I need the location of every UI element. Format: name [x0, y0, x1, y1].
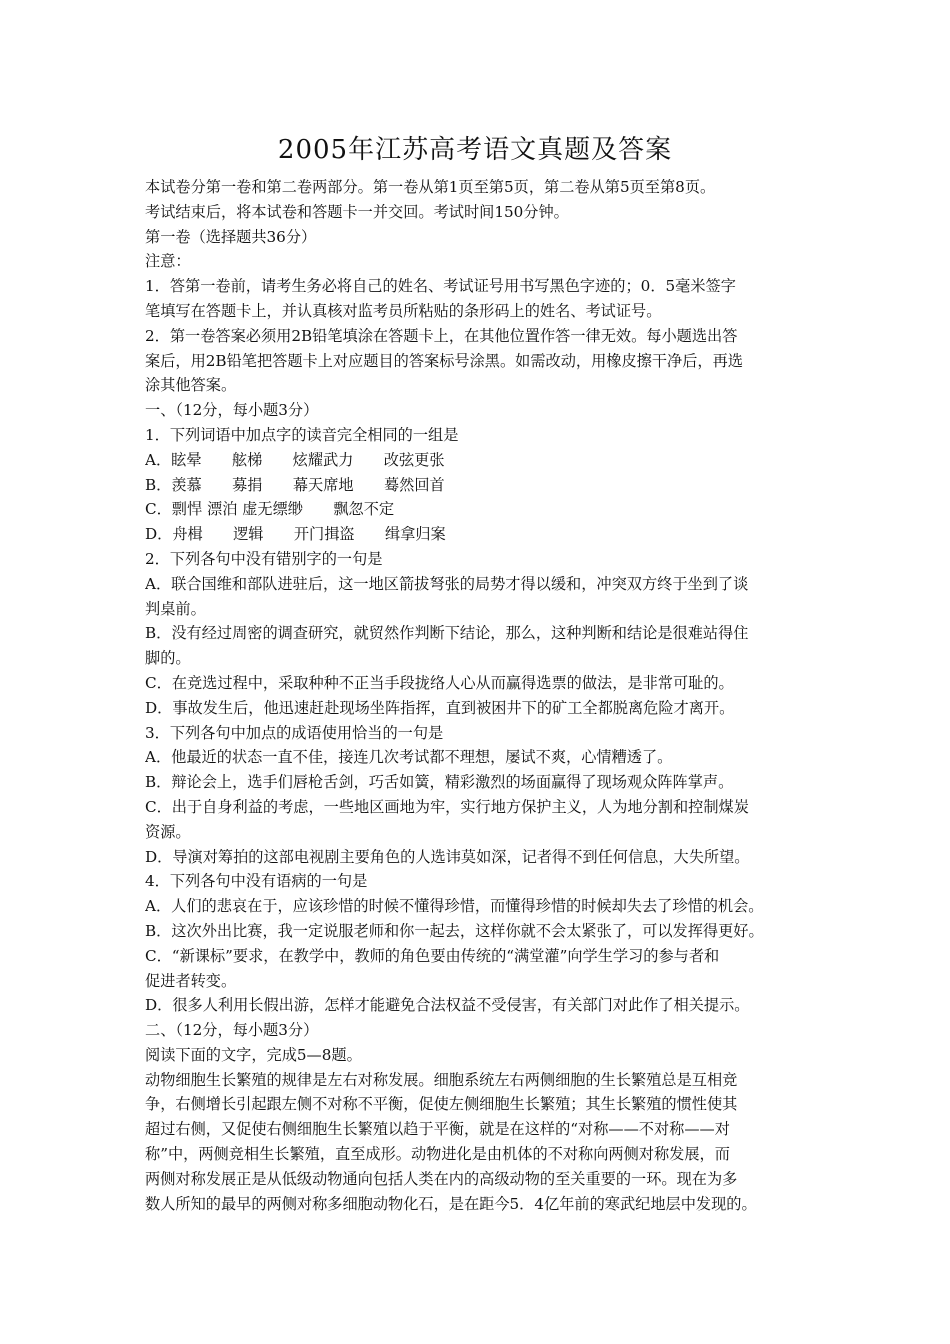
answer-option: A．联合国维和部队进驻后，这一地区箭拔弩张的局势才得以缓和，冲突双方终于坐到了谈: [145, 574, 749, 593]
passage-line: 数人所知的最早的两侧对称多细胞动物化石，是在距今5．4亿年前的寒武纪地层中发现的。: [145, 1194, 757, 1213]
page-title: 2005年江苏高考语文真题及答案: [277, 135, 673, 165]
answer-option: B．羡慕 募捐 幕天席地 蓦然回首: [145, 475, 445, 494]
question-stem: 4．下列各句中没有语病的一句是: [145, 872, 368, 891]
text-line: 资源。: [145, 822, 191, 841]
answer-option: D．导演对筹拍的这部电视剧主要角色的人选讳莫如深，记者得不到任何信息，大失所望。: [145, 847, 750, 866]
question-stem: 1．下列词语中加点字的读音完全相同的一组是: [145, 425, 459, 444]
section-heading: 一、（12分，每小题3分）: [145, 401, 319, 420]
section-heading: 二、（12分，每小题3分）: [145, 1021, 319, 1040]
answer-option: B．没有经过周密的调查研究，就贸然作判断下结论，那么，这种判断和结论是很难站得住: [145, 624, 749, 643]
text-line: 考试结束后，将本试卷和答题卡一并交回。考试时间150分钟。: [145, 202, 569, 221]
answer-option: A．眩晕 舷梯 炫耀武力 改弦更张: [145, 450, 445, 469]
text-line: 2．第一卷答案必须用2B铅笔填涂在答题卡上，在其他位置作答一律无效。每小题选出答: [145, 326, 738, 345]
question-stem: 3．下列各句中加点的成语使用恰当的一句是: [145, 723, 444, 742]
answer-option: A．人们的悲哀在于，应该珍惜的时候不懂得珍惜，而懂得珍惜的时候却失去了珍惜的机会。: [145, 897, 764, 916]
text-line: 促进者转变。: [145, 971, 237, 990]
answer-option: C．剽悍 漂泊 虚无缥缈 飘忽不定: [145, 500, 395, 519]
text-line: 脚的。: [145, 649, 191, 668]
answer-option: C．出于自身利益的考虑，一些地区画地为牢，实行地方保护主义，人为地分割和控制煤炭: [145, 797, 749, 816]
passage-line: 动物细胞生长繁殖的规律是左右对称发展。细胞系统左右两侧细胞的生长繁殖总是互相竞: [145, 1070, 738, 1089]
answer-option: D．舟楫 逻辑 开门揖盗 缉拿归案: [145, 525, 446, 544]
answer-option: A．他最近的状态一直不佳，接连几次考试都不理想，屡试不爽，心情糟透了。: [145, 748, 673, 767]
document-body: [145, 175, 835, 1216]
answer-option: B．辩论会上，选手们唇枪舌剑，巧舌如簧，精彩激烈的场面赢得了现场观众阵阵掌声。: [145, 773, 734, 792]
notice-heading: 注意：: [145, 252, 191, 271]
passage-line: 争，右侧增长引起跟左侧不对称不平衡，促使左侧细胞生长繁殖；其生长繁殖的惯性使其: [145, 1095, 738, 1114]
answer-option: C．“新课标”要求，在教学中，教师的角色要由传统的“满堂灌”向学生学习的参与者和: [145, 946, 720, 965]
answer-option: D．事故发生后，他迅速赶赴现场坐阵指挥，直到被困井下的矿工全都脱离危险才离开。: [145, 698, 735, 717]
question-stem: 2．下列各句中没有错别字的一句是: [145, 549, 383, 568]
text-line: 涂其他答案。: [145, 376, 237, 395]
section-heading: 第一卷（选择题共36分）: [145, 227, 317, 246]
text-line: 案后，用2B铅笔把答题卡上对应题目的答案标号涂黑。如需改动，用橡皮擦干净后，再选: [145, 351, 743, 370]
passage-line: 称”中，两侧竞相生长繁殖，直至成形。动物进化是由机体的不对称向两侧对称发展，而: [145, 1145, 730, 1164]
passage-line: 两侧对称发展正是从低级动物通向包括人类在内的高级动物的至关重要的一环。现在为多: [145, 1169, 738, 1188]
answer-option: B．这次外出比赛，我一定说服老师和你一起去，这样你就不会太紧张了，可以发挥得更好。: [145, 921, 764, 940]
answer-option: D．很多人利用长假出游，怎样才能避免合法权益不受侵害，有关部门对此作了相关提示。: [145, 996, 750, 1015]
passage-line: 超过右侧，又促使右侧细胞生长繁殖以趋于平衡，就是在这样的“对称——不对称——对: [145, 1120, 730, 1139]
reading-instruction: 阅读下面的文字，完成5—8题。: [145, 1045, 362, 1064]
text-line: 笔填写在答题卡上，并认真核对监考员所粘贴的条形码上的姓名、考试证号。: [145, 301, 662, 320]
text-line: 本试卷分第一卷和第二卷两部分。第一卷从第1页至第5页，第二卷从第5页至第8页。: [145, 178, 716, 196]
text-line: 判桌前。: [145, 599, 206, 618]
answer-option: C．在竞选过程中，采取种种不正当手段拢络人心从而赢得选票的做法，是非常可耻的。: [145, 673, 734, 692]
text-line: 1．答第一卷前，请考生务必将自己的姓名、考试证号用书写黑色字迹的；0．5毫米签字: [145, 277, 736, 296]
